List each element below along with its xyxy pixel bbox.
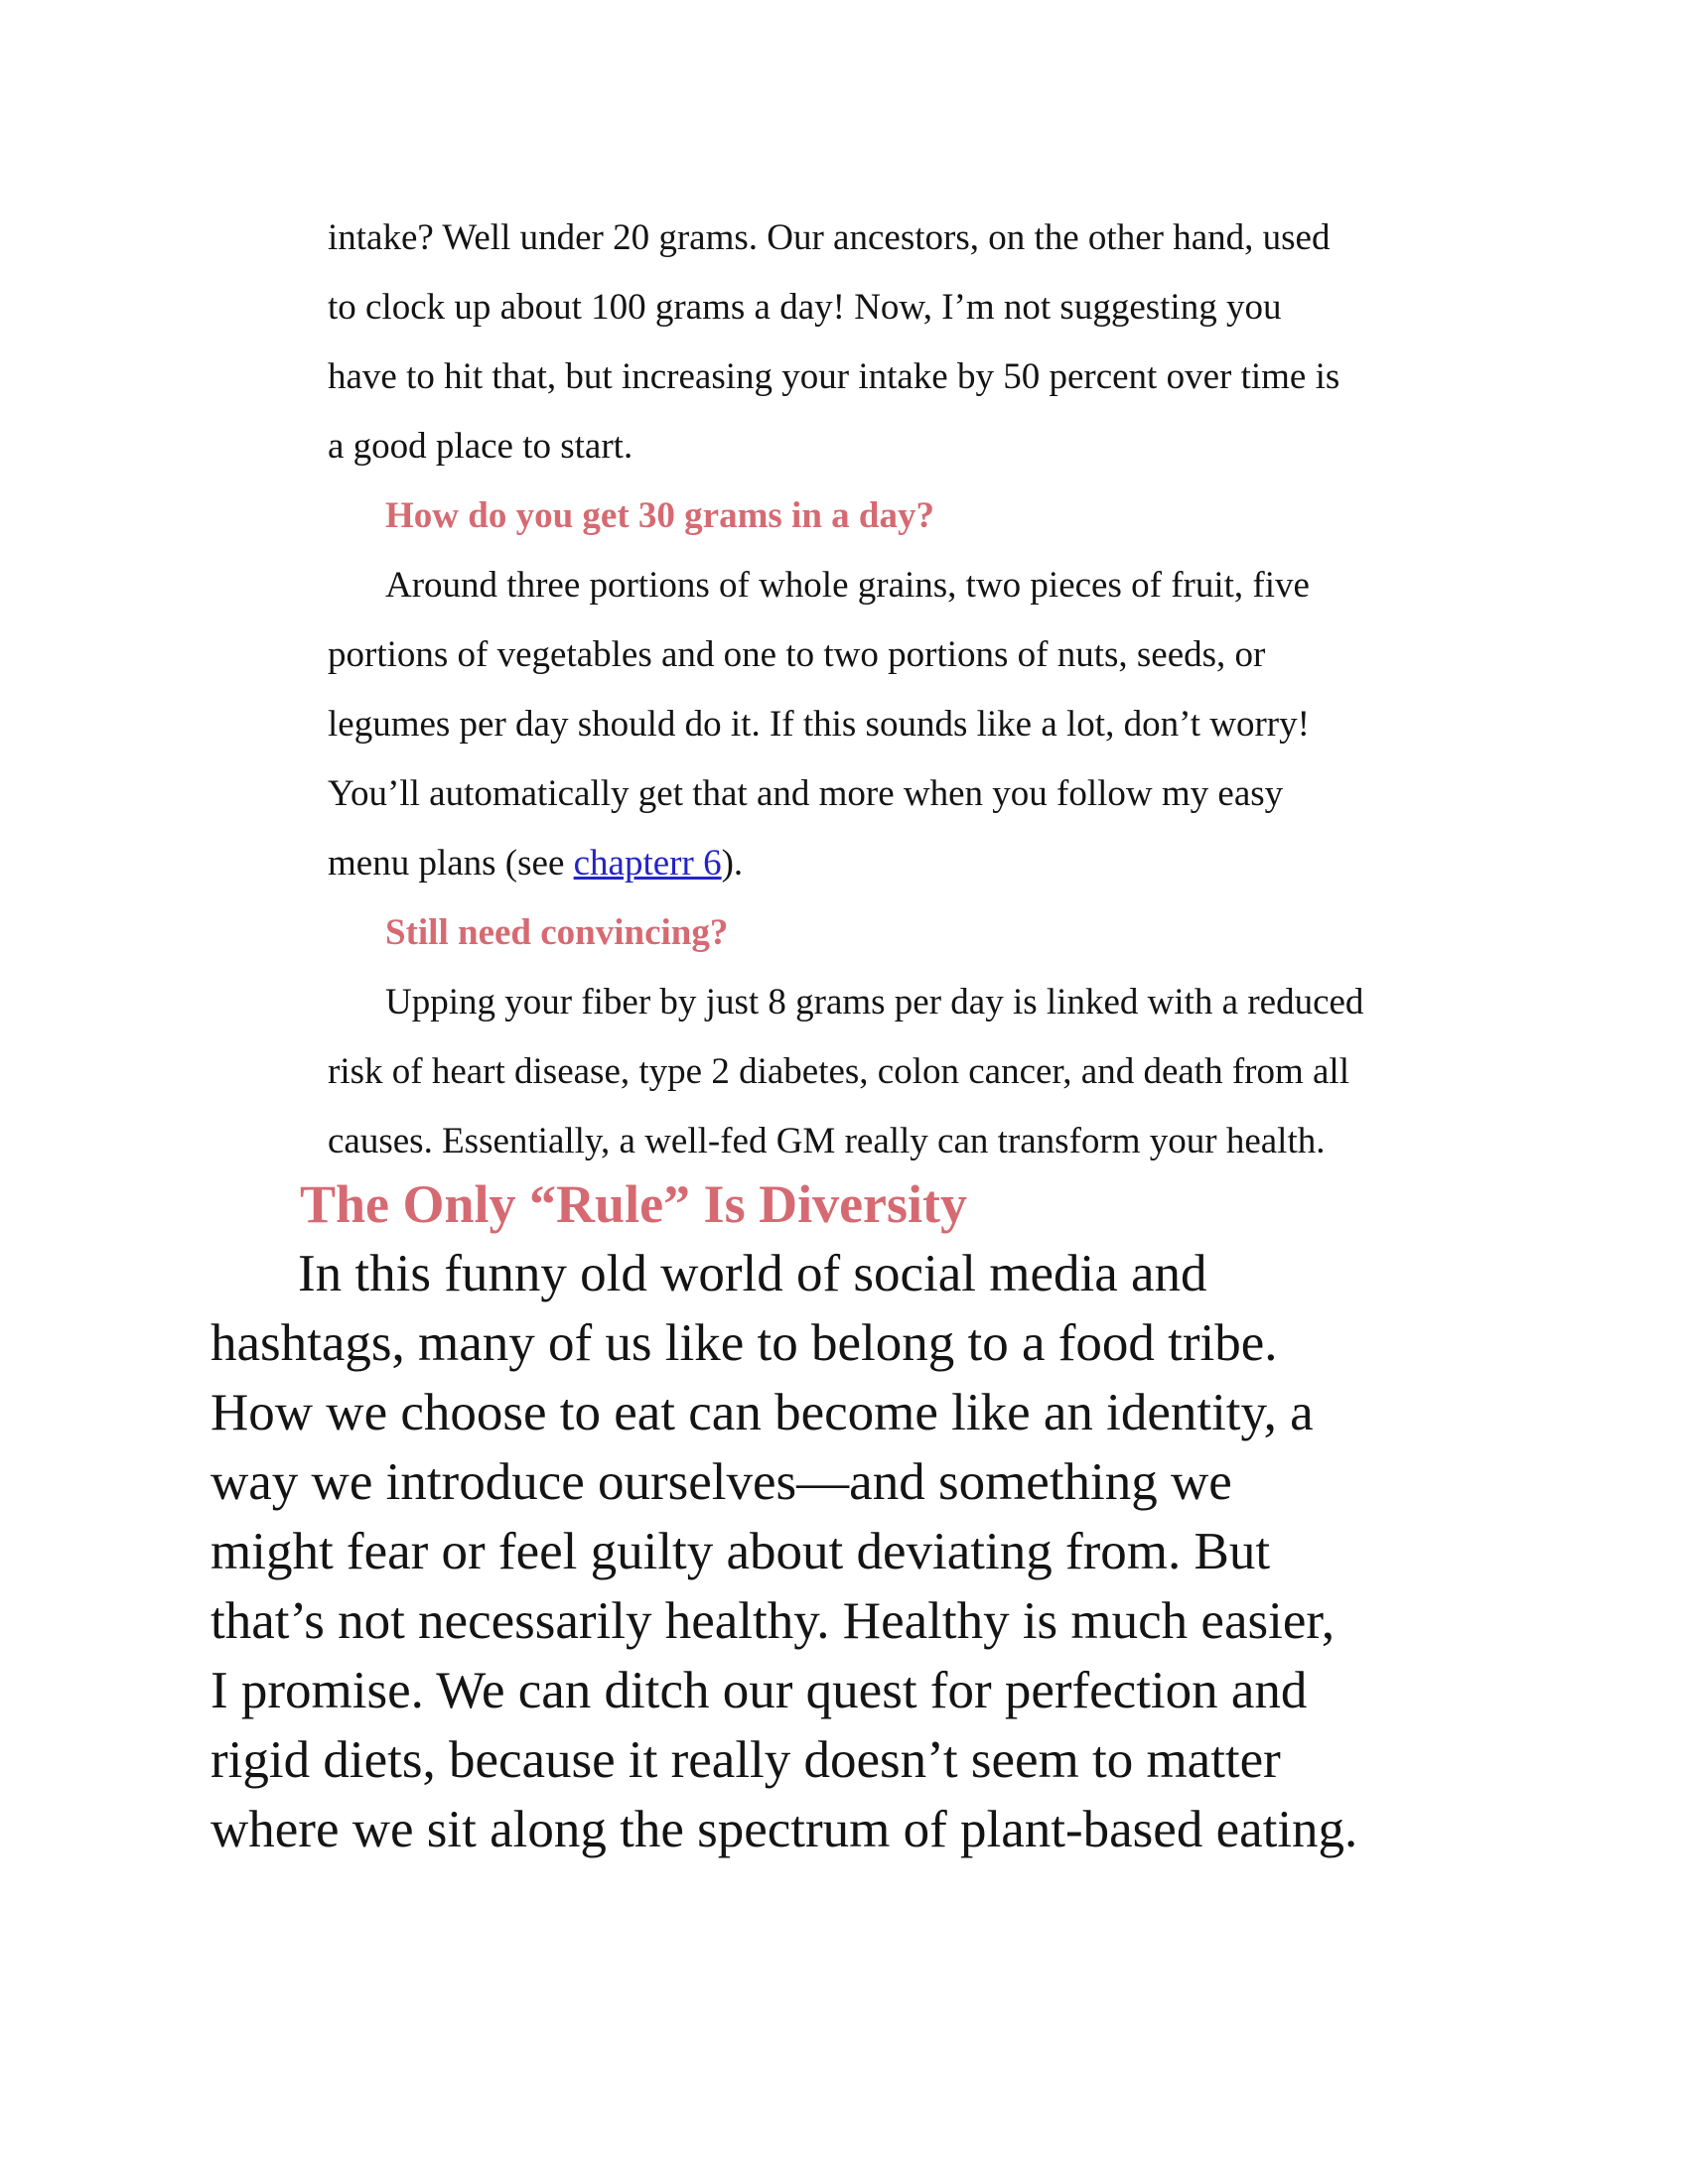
chapter-link[interactable]: chapterr 6 bbox=[573, 843, 722, 884]
text-line: risk of heart disease, type 2 diabetes, colon cancer, and death from all bbox=[328, 1051, 1349, 1092]
text-line: to clock up about 100 grams a day! Now, I’m not suggesting you bbox=[328, 287, 1282, 328]
text-line: have to hit that, but increasing your intake by 50 percent over time is bbox=[328, 356, 1340, 397]
text-line: way we introduce ourselves—and something we bbox=[211, 1453, 1232, 1511]
text-line: hashtags, many of us like to belong to a food tribe. bbox=[211, 1314, 1278, 1372]
text-line: legumes per day should do it. If this sounds like a lot, don’t worry! bbox=[328, 704, 1310, 745]
text-line: portions of vegetables and one to two portions of nuts, seeds, or bbox=[328, 634, 1266, 675]
text-fragment: ). bbox=[721, 843, 744, 884]
subheading-30-grams: How do you get 30 grams in a day? bbox=[385, 495, 934, 536]
text-line: causes. Essentially, a well-fed GM really can transform your health. bbox=[328, 1121, 1326, 1161]
text-line: a good place to start. bbox=[328, 426, 633, 467]
body-text-small bbox=[328, 204, 1499, 1176]
text-line: You’ll automatically get that and more when you follow my easy bbox=[328, 773, 1284, 814]
text-line: rigid diets, because it really doesn’t seem to matter bbox=[211, 1731, 1281, 1789]
text-line: In this funny old world of social media and bbox=[298, 1245, 1207, 1302]
text-line bbox=[328, 829, 1499, 898]
text-line: might fear or feel guilty about deviating from. But bbox=[211, 1523, 1271, 1580]
paragraph-fiber-intake bbox=[328, 204, 1499, 481]
section-heading: The Only “Rule” Is Diversity bbox=[300, 1174, 968, 1234]
text-line: Around three portions of whole grains, two pieces of fruit, five bbox=[385, 565, 1310, 606]
text-line: where we sit along the spectrum of plant-based eating. bbox=[211, 1801, 1358, 1858]
text-line: How we choose to eat can become like an identity, a bbox=[211, 1384, 1314, 1441]
text-line: Upping your fiber by just 8 grams per day is linked with a reduced bbox=[385, 982, 1364, 1023]
text-fragment: menu plans (see bbox=[328, 843, 574, 884]
paragraph-fiber-benefits bbox=[328, 968, 1499, 1176]
text-line: I promise. We can ditch our quest for perfection and bbox=[211, 1662, 1308, 1719]
paragraph-portions bbox=[328, 551, 1499, 898]
text-line: that’s not necessarily healthy. Healthy is much easier, bbox=[211, 1592, 1336, 1650]
text-line: intake? Well under 20 grams. Our ancestors, on the other hand, used bbox=[328, 217, 1331, 258]
paragraph-diversity bbox=[211, 1239, 1501, 1864]
subheading-convincing: Still need convincing? bbox=[385, 912, 729, 953]
